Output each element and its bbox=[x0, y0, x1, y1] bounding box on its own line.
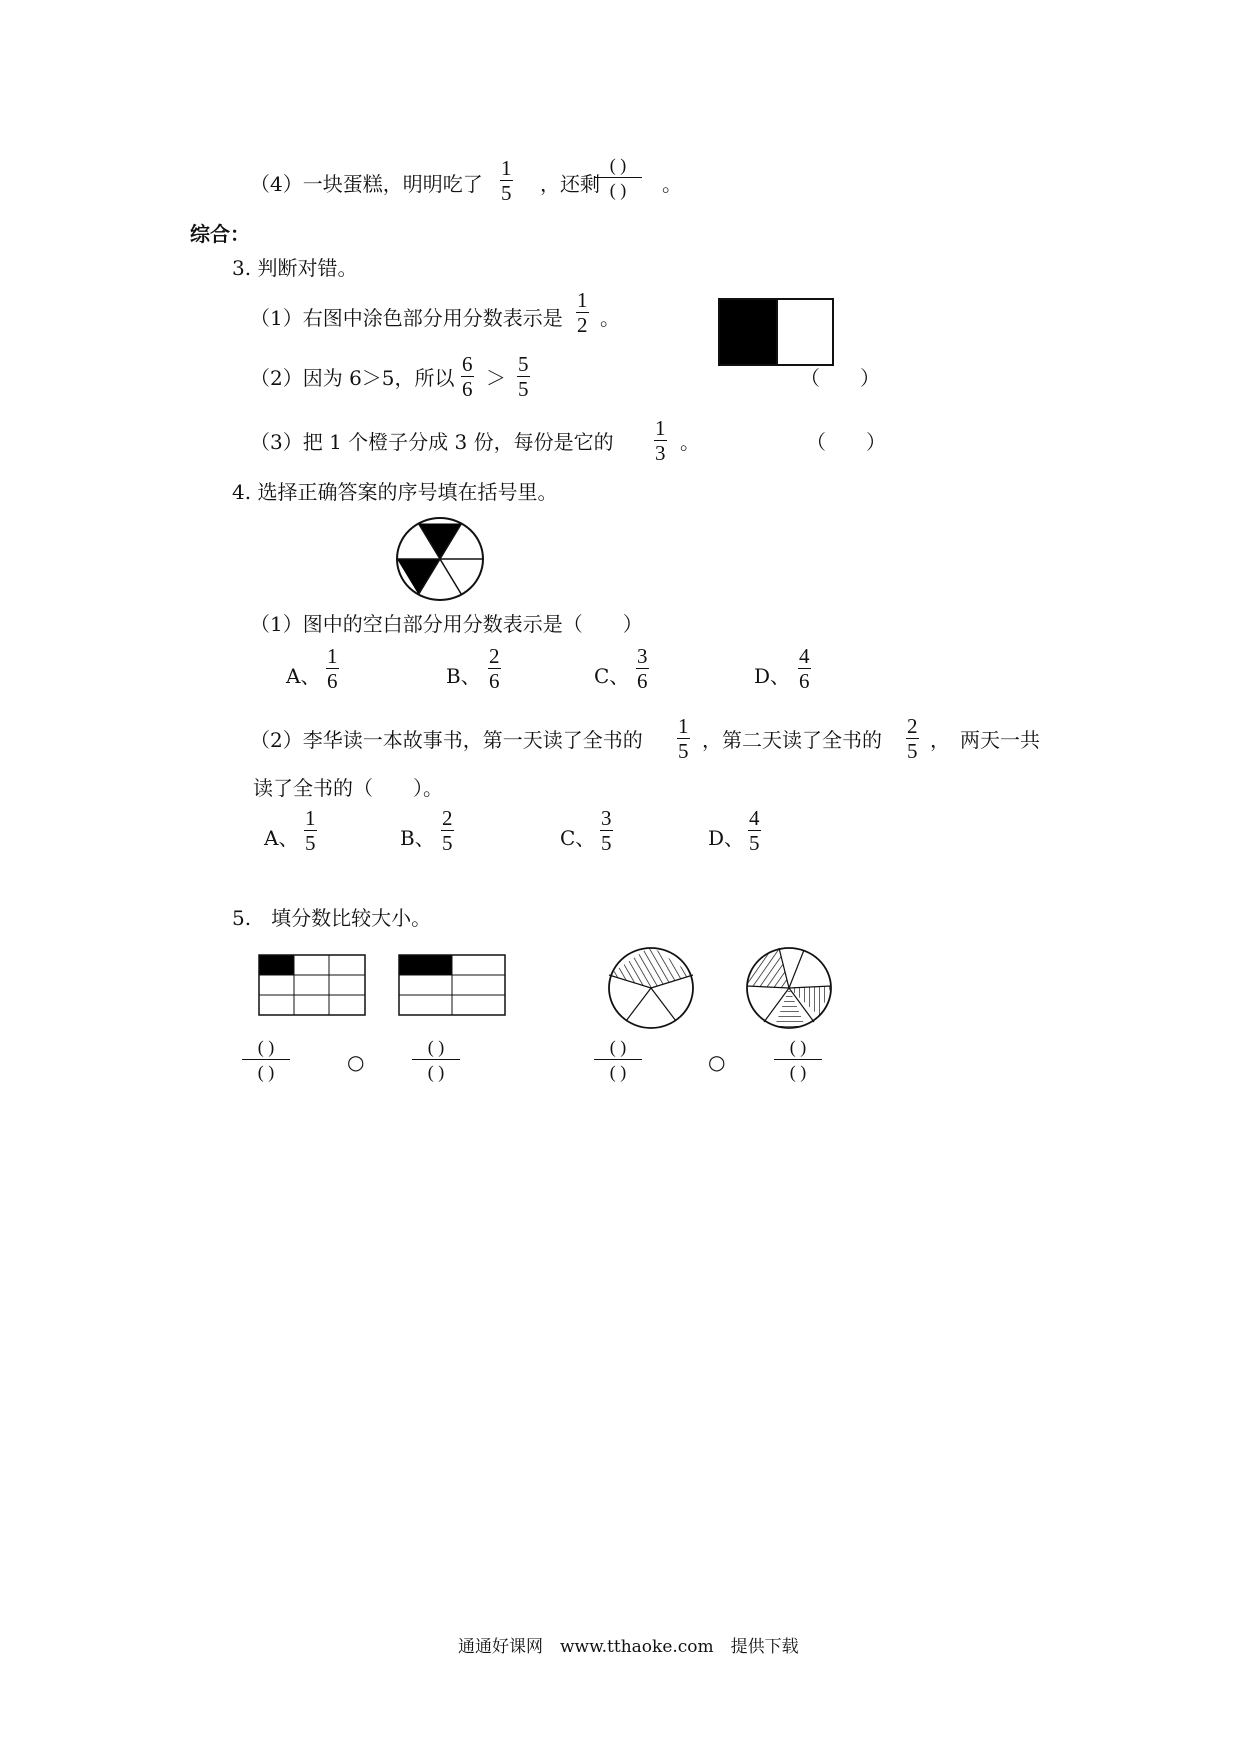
q5-compare-circle-2[interactable]: ○ bbox=[708, 1050, 726, 1074]
q5-compare-circle-1[interactable]: ○ bbox=[347, 1050, 365, 1074]
q4-item2-option-b-label[interactable]: B、 bbox=[400, 826, 435, 850]
pie-figure-hatched bbox=[744, 946, 834, 1030]
q4-title: 4. 选择正确答案的序号填在括号里。 bbox=[232, 480, 558, 504]
grid-figure-one-sixth bbox=[258, 954, 368, 1018]
q4-item2-option-a-fraction[interactable]: 1 5 bbox=[305, 806, 316, 855]
pie-figure-five-parts bbox=[606, 946, 696, 1030]
q4-item2-option-b-fraction[interactable]: 2 5 bbox=[442, 806, 453, 855]
q4-item2-option-c-fraction[interactable]: 3 5 bbox=[601, 806, 612, 855]
q2-4-eaten-fraction: 1 5 bbox=[501, 156, 512, 205]
q3-item1-fraction: 1 2 bbox=[577, 288, 588, 337]
q3-item2-operator: ＞ bbox=[486, 366, 506, 390]
section-heading: 综合： bbox=[190, 222, 250, 246]
q4-item1-text: （1）图中的空白部分用分数表示是（ ） bbox=[250, 612, 643, 636]
q2-4-suffix: 。 bbox=[662, 172, 682, 196]
q3-item3-fraction: 1 3 bbox=[655, 416, 666, 465]
q5-blank-fraction-1[interactable]: ( ) ( ) bbox=[242, 1037, 290, 1082]
q4-item2-fraction-a: 1 5 bbox=[678, 714, 689, 763]
q5-blank-fraction-4[interactable]: ( ) ( ) bbox=[774, 1037, 822, 1082]
q5-title: 5. 填分数比较大小。 bbox=[232, 906, 432, 930]
q2-4-answer-blank[interactable]: ( ) ( ) bbox=[594, 155, 642, 200]
q4-item1-option-a-label[interactable]: A、 bbox=[286, 664, 321, 688]
q4-item1-option-b-fraction[interactable]: 2 6 bbox=[489, 644, 500, 693]
q5-blank-fraction-2[interactable]: ( ) ( ) bbox=[412, 1037, 460, 1082]
q3-item2-answer-blank[interactable]: （ ） bbox=[800, 366, 880, 390]
q4-item1-option-b-label[interactable]: B、 bbox=[446, 664, 481, 688]
q4-item1-option-a-fraction[interactable]: 1 6 bbox=[327, 644, 338, 693]
page-footer: 通通好课网 www.tthaoke.com 提供下载 bbox=[458, 1637, 799, 1657]
q4-item1-option-d-label[interactable]: D、 bbox=[754, 664, 791, 688]
grid-figure-second bbox=[398, 954, 508, 1018]
q4-item2-option-a-label[interactable]: A、 bbox=[264, 826, 299, 850]
q4-item2-text-c: ， 两天一共 bbox=[930, 728, 1040, 752]
q4-item1-option-d-fraction[interactable]: 4 6 bbox=[799, 644, 810, 693]
six-part-pie-figure bbox=[392, 514, 488, 604]
q4-item2-option-c-label[interactable]: C、 bbox=[560, 826, 596, 850]
q3-title: 3. 判断对错。 bbox=[232, 256, 358, 280]
q4-item2-text-b: ，第二天读了全书的 bbox=[702, 728, 882, 752]
q4-item2-line2: 读了全书的（ ）。 bbox=[253, 776, 443, 800]
q4-item2-text-a: （2）李华读一本故事书，第一天读了全书的 bbox=[250, 728, 643, 752]
q2-4-prefix: （4）一块蛋糕，明明吃了 bbox=[250, 172, 483, 196]
q3-item1-suffix: 。 bbox=[600, 306, 620, 330]
half-shaded-rectangle bbox=[718, 298, 834, 366]
q3-item3-text: （3）把 1 个橙子分成 3 份，每份是它的 bbox=[250, 430, 614, 454]
shaded-half bbox=[720, 300, 776, 364]
q3-item3-suffix: 。 bbox=[680, 430, 700, 454]
q4-item2-option-d-label[interactable]: D、 bbox=[708, 826, 745, 850]
q4-item1-option-c-label[interactable]: C、 bbox=[594, 664, 630, 688]
q4-item1-option-c-fraction[interactable]: 3 6 bbox=[637, 644, 648, 693]
q3-item2-right-fraction: 5 5 bbox=[518, 352, 529, 401]
q2-4-middle: ，还剩 bbox=[540, 172, 600, 196]
q3-item3-answer-blank[interactable]: （ ） bbox=[806, 430, 886, 454]
q3-item2-text: （2）因为 6＞5，所以 bbox=[250, 366, 455, 390]
q4-item2-option-d-fraction[interactable]: 4 5 bbox=[749, 806, 760, 855]
q3-item1-text: （1）右图中涂色部分用分数表示是 bbox=[250, 306, 563, 330]
q5-blank-fraction-3[interactable]: ( ) ( ) bbox=[594, 1037, 642, 1082]
q4-item2-fraction-b: 2 5 bbox=[907, 714, 918, 763]
q3-item2-left-fraction: 6 6 bbox=[462, 352, 473, 401]
